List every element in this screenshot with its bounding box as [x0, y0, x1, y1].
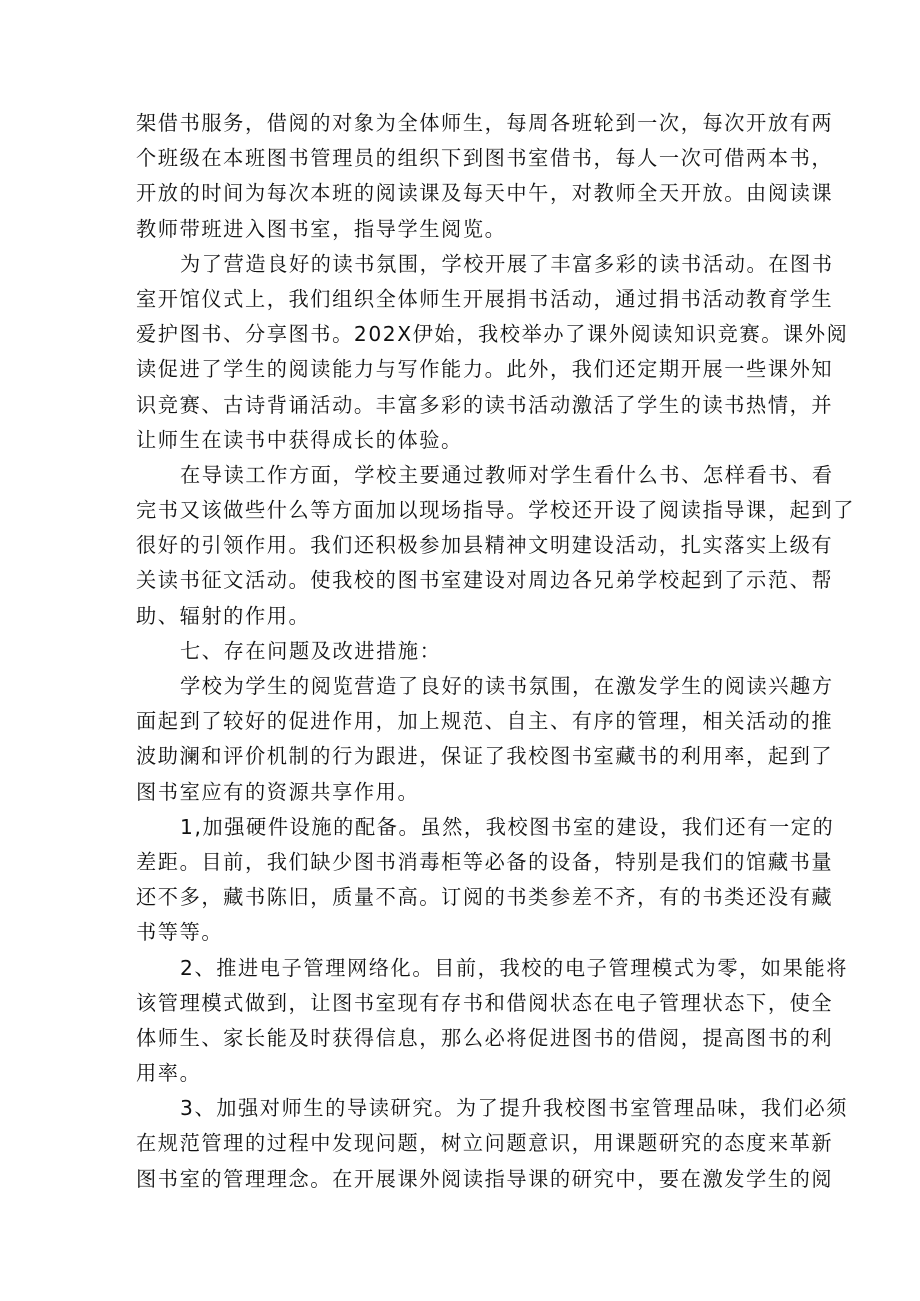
- text-line: 在规范管理的过程中发现问题，树立问题意识，用课题研究的态度来革新: [136, 1131, 834, 1156]
- text-line: 为了营造良好的读书氛围，学校开展了丰富多彩的读书活动。在图书: [180, 251, 834, 276]
- text-line: 1,加强硬件设施的配备。虽然，我校图书室的建设，我们还有一定的: [180, 814, 835, 839]
- text-line: 助、辐射的作用。: [136, 603, 311, 628]
- text-line: 书等等。: [136, 920, 224, 945]
- text-line: 体师生、家长能及时获得信息，那么必将促进图书的借阅，提高图书的利: [136, 1025, 834, 1050]
- document-body: [136, 106, 855, 1197]
- text-line: 在导读工作方面，学校主要通过教师对学生看什么书、怎样看书、看: [180, 462, 834, 487]
- text-line: 学校为学生的阅览营造了良好的读书氛围，在激发学生的阅读兴趣方: [180, 674, 834, 698]
- text-line: 让师生在读书中获得成长的体验。: [136, 427, 463, 452]
- text-line: 识竞赛、古诗背诵活动。丰富多彩的读书活动激活了学生的读书热情，并: [136, 392, 834, 417]
- text-line: 3、加强对师生的导读研究。为了提升我校图书室管理品味，我们必须: [180, 1096, 849, 1121]
- text-line: 教师带班进入图书室，指导学生阅览。: [136, 216, 507, 241]
- text-line: 完书又该做些什么等方面加以现场指导。学校还开设了阅读指导课，起到了: [136, 498, 855, 523]
- text-line: 很好的引领作用。我们还积极参加县精神文明建设活动，扎实落实上级有: [136, 533, 834, 558]
- text-line: 室开馆仪式上，我们组织全体师生开展捐书活动，通过捐书活动教育学生: [136, 286, 834, 311]
- text-line: 该管理模式做到，让图书室现有存书和借阅状态在电子管理状态下，使全: [136, 990, 834, 1015]
- text-line: 架借书服务，借阅的对象为全体师生，每周各班轮到一次，每次开放有两: [136, 111, 834, 135]
- text-line: 面起到了较好的促进作用，加上规范、自主、有序的管理，相关活动的推: [136, 709, 834, 734]
- text-line: 爱护图书、分享图书。202X伊始，我校举办了课外阅读知识竞赛。课外阅: [136, 322, 849, 347]
- text-line: 用率。: [136, 1061, 202, 1086]
- text-line: 差距。目前，我们缺少图书消毒柜等必备的设备，特别是我们的馆藏书量: [136, 849, 834, 874]
- text-line: 个班级在本班图书管理员的组织下到图书室借书，每人一次可借两本书，: [136, 146, 834, 171]
- text-line: 波助澜和评价机制的行为跟进，保证了我校图书室藏书的利用率，起到了: [136, 744, 834, 769]
- text-line: 还不多，藏书陈旧，质量不高。订阅的书类参差不齐，有的书类还没有藏: [136, 885, 834, 910]
- text-line: 七、存在问题及改进措施：: [180, 638, 442, 663]
- text-line: 2、推进电子管理网络化。目前，我校的电子管理模式为零，如果能将: [180, 955, 849, 980]
- text-line: 图书室的管理理念。在开展课外阅读指导课的研究中，要在激发学生的阅: [136, 1166, 834, 1191]
- text-line: 图书室应有的资源共享作用。: [136, 779, 420, 804]
- text-line: 读促进了学生的阅读能力与写作能力。此外，我们还定期开展一些课外知: [136, 357, 834, 382]
- text-line: 关读书征文活动。使我校的图书室建设对周边各兄弟学校起到了示范、帮: [136, 568, 834, 593]
- text-line: 开放的时间为每次本班的阅读课及每天中午，对教师全天开放。由阅读课: [136, 181, 834, 206]
